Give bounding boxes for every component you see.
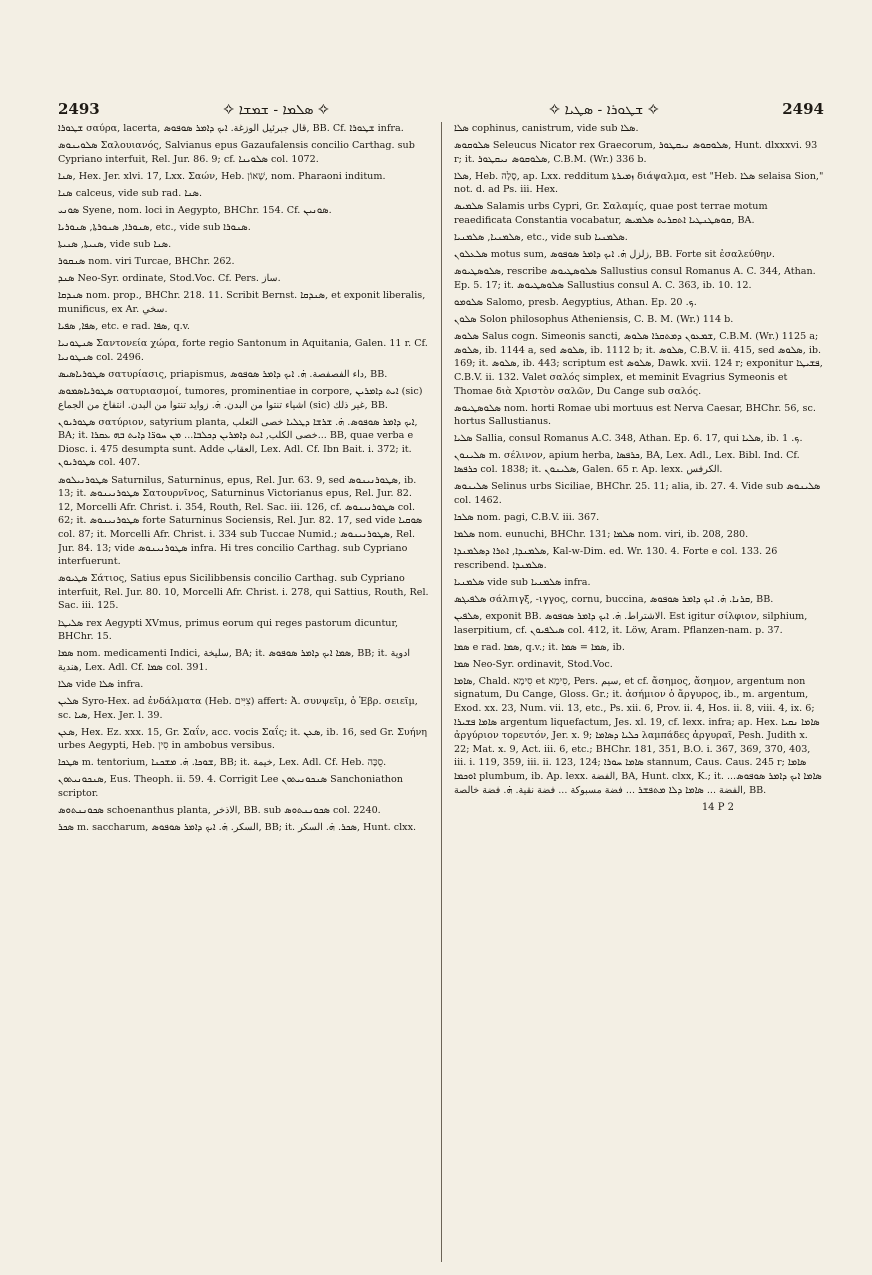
dictionary-entry: ܣܛܝܘܣ Σάτιος, Satius epus Sicilibbensis concilio Carthag. sub Cypriano interfuit, Rel. Jur. 80. 10, Morcelli Afr. Christ. i. 278, qui Sattius, Routh, Rel. Sac. iii. 125. xyxy=(58,573,429,612)
dictionary-entry: ܣܛܘܪܝܐܣܝܣ σατυρίασις, priapismus, داء الفصفصة. ܗ̇. ܐܝܟ ܕܐܡܪ ܣܘܦܘܣ, BB. xyxy=(58,368,388,380)
dictionary-entry: ܣܠܝܛܐ rex Aegypti XVmus, primus eorum qui reges pastorum dicuntur, BHChr. 15. xyxy=(58,617,399,643)
dictionary-entry: ܣܢܕܩܐ nom. prop., BHChr. 218. 11. Scribit Bernst. ܣܢܕܩܐ, et exponit liberalis, munificus, ex Ar. سخي. xyxy=(58,290,426,316)
right-page-number: 2494 xyxy=(782,100,824,118)
dictionary-entry: ܣܢܐ calceus, vide sub rad. ܣܢܐ. xyxy=(58,187,203,199)
dictionary-entry: ܣܠܘܣܛܝܘܣ nom. horti Romae ubi mortuus est Nerva Caesar, BHChr. 56, sc. hortus Sallustianus. xyxy=(454,402,816,428)
dictionary-entry: ܣܛܟܐ m. tentorium, ܫܘܟܐ. ܗ̇. ܡܫܟܢܐ, BB; it. خيمة, Lex. Adl. Cf. Heb. סֻכָּה. xyxy=(58,757,387,769)
dictionary-entry: ܣܠܘܩܘܣ Seleucus Nicator rex Graecorum, ܣܠܘܩܘܣ ܢܝܩܛܘܪ, Hunt. dlxxxvi. 93 r; it. ܣܠܘܩܘܣ ܢܝܩܛܘܪ, C.B.M. (Wr.) 336 b. xyxy=(454,140,818,165)
dictionary-entry: ܣܠܝܐ Sallia, consul Romanus A.C. 348, Athan. Ep. 6. 17, qui ܣܠܝܐ, ib. ܟ. 1. xyxy=(454,433,803,445)
dictionary-entry: ܣܠܐ vide ܣܠܐ infra. xyxy=(58,678,144,690)
left-column xyxy=(58,122,441,1262)
dictionary-entry: ܫܛܘܪܐ σαύρα, lacerta, قال جبرئيل الوزغة. ܐܝܟ ܕܐܡܪ ܣܘܦܘܣ, BB. Cf. ܫܛܘܪܐ infra. xyxy=(58,123,404,134)
dictionary-entry: ܣܟܘܢܢܬܘܣ schoenanthus planta, الاذخر, BB. sub ܣܟܘܢܢܬܘܣ col. 2240. xyxy=(58,805,381,817)
dictionary-entry: ܣܠܝܢܘܣ Selinus urbs Siciliae, BHChr. 25. 11; alia, ib. 27. 4. Vide sub ܣܠܝܢܘܣ col. 1462. xyxy=(454,481,821,506)
dictionary-entry: ܣܠܦܝܢ, exponit BB. الاشتراط. ܗ̇. ܐܝܟ ܕܐܡܪ ܣܘܦܘܣ. Est igitur σίλφιον, silphium, laserpitium, cf. ܣܝܠܦܝܘܢ col. 412, it. Löw, Aram. Pflanzen-nam. p. 37. xyxy=(454,610,808,636)
dictionary-entry: ܣܠܘܢ Solon philosophus Atheniensis, C. B. M. (Wr.) 114 b. xyxy=(454,314,734,326)
dictionary-entry: ܣܢܘܪܐ, ܣܢܘܪܬܐ, ܣܢܘܪܝܐ, etc., vide sub ܣܢܘܪܐ. xyxy=(58,222,251,234)
dictionary-entry: ܣܠܡܢܝܐ, ܣܠܡܢܝܐ, etc., vide sub ܣܠܡܢܝܐ. xyxy=(454,232,628,244)
two-column-body xyxy=(58,122,824,1262)
dictionary-entry: ܣܦܐ, ܣܦܝܐ, etc. e rad. ܣܦܐ, q.v. xyxy=(58,321,190,333)
left-running-head: ✧ ܫܛܘܪܐ - ܣܛܝܐ ✧ xyxy=(549,102,659,118)
signature-mark: 14 P 2 xyxy=(701,802,734,814)
dictionary-entry: ܣܥܢ, Hex. Ez. xxx. 15, Gr. Σαΐν, acc. vocis Σαΐς; it. ܣܥܢ, ib. 16, sed Gr. Συήνη urbes Aegypti, Heb. סִין in ambobus versibus. xyxy=(58,726,428,752)
dictionary-entry: ܣܛܘܪܝܘܢ σατύριον, satyrium planta, ܐܝܟ ܕܐܡܪ ܣܘܦܘܣ. ܗ̇. ܫܪܫܐ ܕܛܠܝܐ خصى الثعلب, BA; it. خصى الكلب, ܐܝܬ ܕܐܡܪܝܢ ܕܟܠܒܐ... ܡܢ ܚܘܪ̈ܐ ܕܐܝܬ ܒܗ ܥܩܪܐ... BB, quae verba e Diosc. i. 475 desumpta sunt. Adde العقاب, Lex. Adl. Cf. Ibn Bait. i. 372; it. ܣܛܘܪܝܘܢ col. 407. xyxy=(58,416,418,469)
dictionary-entry: ܣܘܢܝ Syene, nom. loci in Aegypto, BHChr. 154. Cf. ܣܘܢܝܢ. xyxy=(58,204,332,216)
dictionary-entry: ܣܠܝܢ Syro-Hex. ad ἐνδάλματα (Heb. צִיִּים) affert: Ἀ. συνψεῖμ, ὁ Ἑβρ. σειεῖμ, sc. ܣܝܐ, Hex. Jer. l. 39. xyxy=(58,695,418,721)
right-column xyxy=(441,122,824,1262)
right-column-entries xyxy=(454,122,824,797)
dictionary-entry: ܣܠܡܢܝܐ vide sub ܣܠܡܢܝܐ infra. xyxy=(454,576,591,588)
dictionary-entry: ܣܡܐ Neo-Syr. ordinavit, Stod.Voc. xyxy=(454,658,613,670)
dictionary-entry: ܣܠܡܝܣ Salamis urbs Cypri, Gr. Σαλαμίς, quae post terrae motum reaedificata Constantia vocabatur, ܩܘܣܛܢܛܝܐ ܐܬܩܪܝܬ ܣܠܡܝܣ, BA. xyxy=(454,201,768,227)
dictionary-entry: ܣܢܩܘܪ nom. viri Turcae, BHChr. 262. xyxy=(58,256,235,268)
dictionary-entry: ܣܐܡܐ, Chald. סִימָא et סִימָא, Pers. سيم, et cf. ἄσημος, ἄσημον, argentum non signatum, Du Cange, Gloss. Gr.; it. ἀσήμιον ὁ ἄργυρος, ib., m. argentum, Exod. xx. 23, Num. vii. 13, etc., Ps. xii. 6, Prov. ii. 4, Hos. ii. 8, viii. 4, ix. 6; ܣܐܡܐ ܦܫܝܪܐ argentum liquefactum, Jes. xl. 19, cf. lexx. infra; ap. Hex. ܣܐܡܐ ܢܩܝܐ ἀργύριον τορευτόν, Jer. x. 9; ܟܠܝܐ ܕܣܐܡܐ λαμπάδες ἀργυραῖ, Pesh. Judith x. 22; Mat. x. 9, Act. iii. 6, etc.; BHChr. 181, 351, B.O. i. 367, 369, 370, 403, iii. i. 119, 359, iii. ii. 123, 124; ܣܐܡܐ ܚܘܪܐ stannum, Caus. Caus. 245 r; ܣܐܡܐ ܐܘܟܡܐ plumbum, ib. Ap. lexx. الفضة, BA, Hunt. clxx, K.; it. ܣܐܡܐ ܐܝܟ ܕܐܡܪ ܣܘܦܘܣ... الفضة ... ܣܐܡܐ ܕܠܐ ܡܬܦܫܪ ... فضة مسبوكة ... فضة نقية. ܗ̇. فضة خالصة, BB. xyxy=(454,675,822,796)
dictionary-entry: ܣܠܦܝܓܣ σάλπιγξ, -ιγγος, cornu, buccina, ܩܪܢܐ. ܗ̇. ܐܝܟ ܕܐܡܪ ܣܘܦܘܣ, BB. xyxy=(454,593,774,605)
dictionary-entry: ܣܠܡܐ nom. eunuchi, BHChr. 131; ܣܠܡܐ nom. viri, ib. 208, 280. xyxy=(454,528,749,540)
dictionary-entry: ܣܢܟܘܢܝܬܘܢ, Eus. Theoph. ii. 59. 4. Corrigit Lee ܣܢܟܘܢܝܬܘܢ Sanchoniathon scriptor. xyxy=(58,774,403,800)
dictionary-entry: ܣܠܐ cophinus, canistrum, vide sub ܣܠܐ. xyxy=(454,123,639,134)
dictionary-entry: ܣܡܐ nom. medicamenti Indici, سليخة, BA; it. ܣܡܐ ܐܝܟ ܕܐܡܪ ܣܘܦܘܣ, BB; it. ادوية هندية, Lex. Adl. Cf. ܣܡܐ col. 391. xyxy=(58,648,411,673)
dictionary-entry: ܣܠܝܢܘܢ m. σέλινον, apium herba, ܟܪܦܣܐ, BA, Lex. Adl., Lex. Bibl. Ind. Cf. ܟܪܦܣܐ col. 1838; it. ܣܠܝܢܘܢ, Galen. 65 r. Ap. lexx. الكرفس. xyxy=(454,450,800,476)
dictionary-entry: ܣܢܐ, Hex. Jer. xlvi. 17, Lxx. Σαών, Heb. שָׁאוֹן, nom. Pharaoni inditum. xyxy=(58,170,386,182)
dictionary-entry: ܣܢܕ Neo-Syr. ordinate, Stod.Voc. Cf. Pers. ساز. xyxy=(58,273,281,285)
dictionary-entry: ܣܠܥܠܘܢ motus sum, زلزل ܗ̇. ܐܝܟ ܕܐܡܪ ܣܘܦܘܣ, BB. Forte sit ἐσαλεύθην. xyxy=(454,249,775,261)
right-running-head: ✧ ܣܠܡܐ - ܫܡܫܐ ✧ xyxy=(223,102,330,118)
dictionary-entry: ܣܛܘܪܢܝܠܘܣ Saturnilus, Saturninus, epus, Rel. Jur. 63. 9, sed ܣܛܘܪܢܝܢܘܣ, ib. 13; it. ܣܛܘܪܢܝܢܘܣ Σατουρνῖνος, Saturninus Victorianus epus, Rel. Jur. 82. 12, Morcelli Afr. Christ. i. 354, Routh, Rel. Sac. iii. 126, cf. ܣܛܘܪܢܝܢܘܣ col. 62; it. ܣܛܘܪܢܝܢܘܣ forte Saturninus Sociensis, Rel. Jur. 82. 17, sed vide ܣܘܩܝܐ col. 87; it. Morcelli Afr. Christ. i. 334 sub Tuccae Numid.; ܣܛܘܪܢܝܢܘܣ, Rel. Jur. 84. 13; vide ܣܛܘܪܢܝܢܘܣ infra. Hi tres concilio Carthag. sub Cypriano interfuerunt. xyxy=(58,474,423,568)
left-page-number: 2493 xyxy=(58,100,100,118)
dictionary-entry: ܣܠܡܢܕܐ, ܐܬܪܐ ܕܣܠܡܢܕܐ, Kal-w-Dim. ed. Wr. 130. 4. Forte e col. 133. 26 rescribend. ܣܠܡܢܕܐ. xyxy=(454,546,778,571)
dictionary-entry: ܣܟܪ m. saccharum, السكر. ܗ̇. ܐܝܟ ܕܐܡܪ ܣܘܦܘܣ, BB; it. ܣܟܪ. ܗ̇. السكر, Hunt. clxx. xyxy=(58,822,417,834)
dictionary-entry: ܣܡܐ e rad. ܣܡܐ, q.v.; it. ܣܡܐ = ܣܡܐ, ib. xyxy=(454,641,625,653)
dictionary-entry: ܣܠܐ, Heb. סֶלָה, ap. Lxx. redditum ܙܡܝܪܬܐ διάψαλμα, est "Heb. ܣܠܐ selaisa Sion," not. d. ad Ps. iii. Hex. xyxy=(454,170,824,196)
dictionary-entry: ܣܢܝܬܐ, ܣܢܝܬܐ, vide sub ܣܢܐ. xyxy=(58,239,172,251)
dictionary-entry: ܣܠܘܣܛܝܘܣ, rescribe ܣܠܘܣܛܝܘܣ Sallustius consul Romanus A. C. 344, Athan. Ep. 5. 17; it. ܣܠܘܣܛܝܘܣ Sallustius consul A. C. 363, ib. 10. 12. xyxy=(454,266,816,291)
dictionary-entry: ܣܠܟܐ nom. pagi, C.B.V. iii. 367. xyxy=(454,511,600,523)
running-heads xyxy=(223,102,659,118)
dictionary-entry: ܣܢܛܘܢܝܐ Σαντονεία χώρα, forte regio Santonum in Aquitania, Galen. 11 r. Cf. ܣܢܛܘܢܝܐ col. 2496. xyxy=(58,338,428,363)
dictionary-entry: ܣܠܘܡܘ Salomo, presb. Aegyptius, Athan. Ep. ܟ. 20. xyxy=(454,297,697,309)
dictionary-entry: ܣܠܘܣ Salus cogn. Simeonis sancti, ܫܡܥܘܢ ܕܡܬܩܪܐ ܣܠܘܣ, C.B.M. (Wr.) 1125 a; ܣܠܘܣ, ib. 1144 a, sed ܣܠܘܣ, ib. 1112 b; it. ܣܠܘܣ, C.B.V. ii. 415, sed ܣܠܘܣ, ib. 169; it. ܣܠܘܣ, ib. 443; scriptum est ܣܠܘܣ, Dawk. xvii. 124 r; exponitur ܦܫܝܛܐ, C.B.V. ii. 132. Valet σαλός simplex, et meminit Evagrius Symeonis et Thomae διὰ Χριστὸν σαλῶν, Du Cange sub σαλός. xyxy=(454,331,823,397)
page-header xyxy=(58,92,824,118)
dictionary-entry: ܣܛܘܪܝܐܣܡܘܣ σατυριασμοί, tumores, prominentiae in corpore, ܐܝܬ ܕܐܡܪܝܢ (sic) اشياء تنتوا من البدن. ܗ̇. زوايد تنتوا من البدن. انتفاخ من الجماع (sic) غير ذلك, BB. xyxy=(58,386,423,411)
dictionary-entry: ܣܠܘܝܢܘܣ Σαλουιανός, Salvianus epus Gazaufalensis concilio Carthag. sub Cypriano interfuit, Rel. Jur. 86. 9; cf. ܣܠܘܝܢܐ col. 1072. xyxy=(58,140,415,165)
